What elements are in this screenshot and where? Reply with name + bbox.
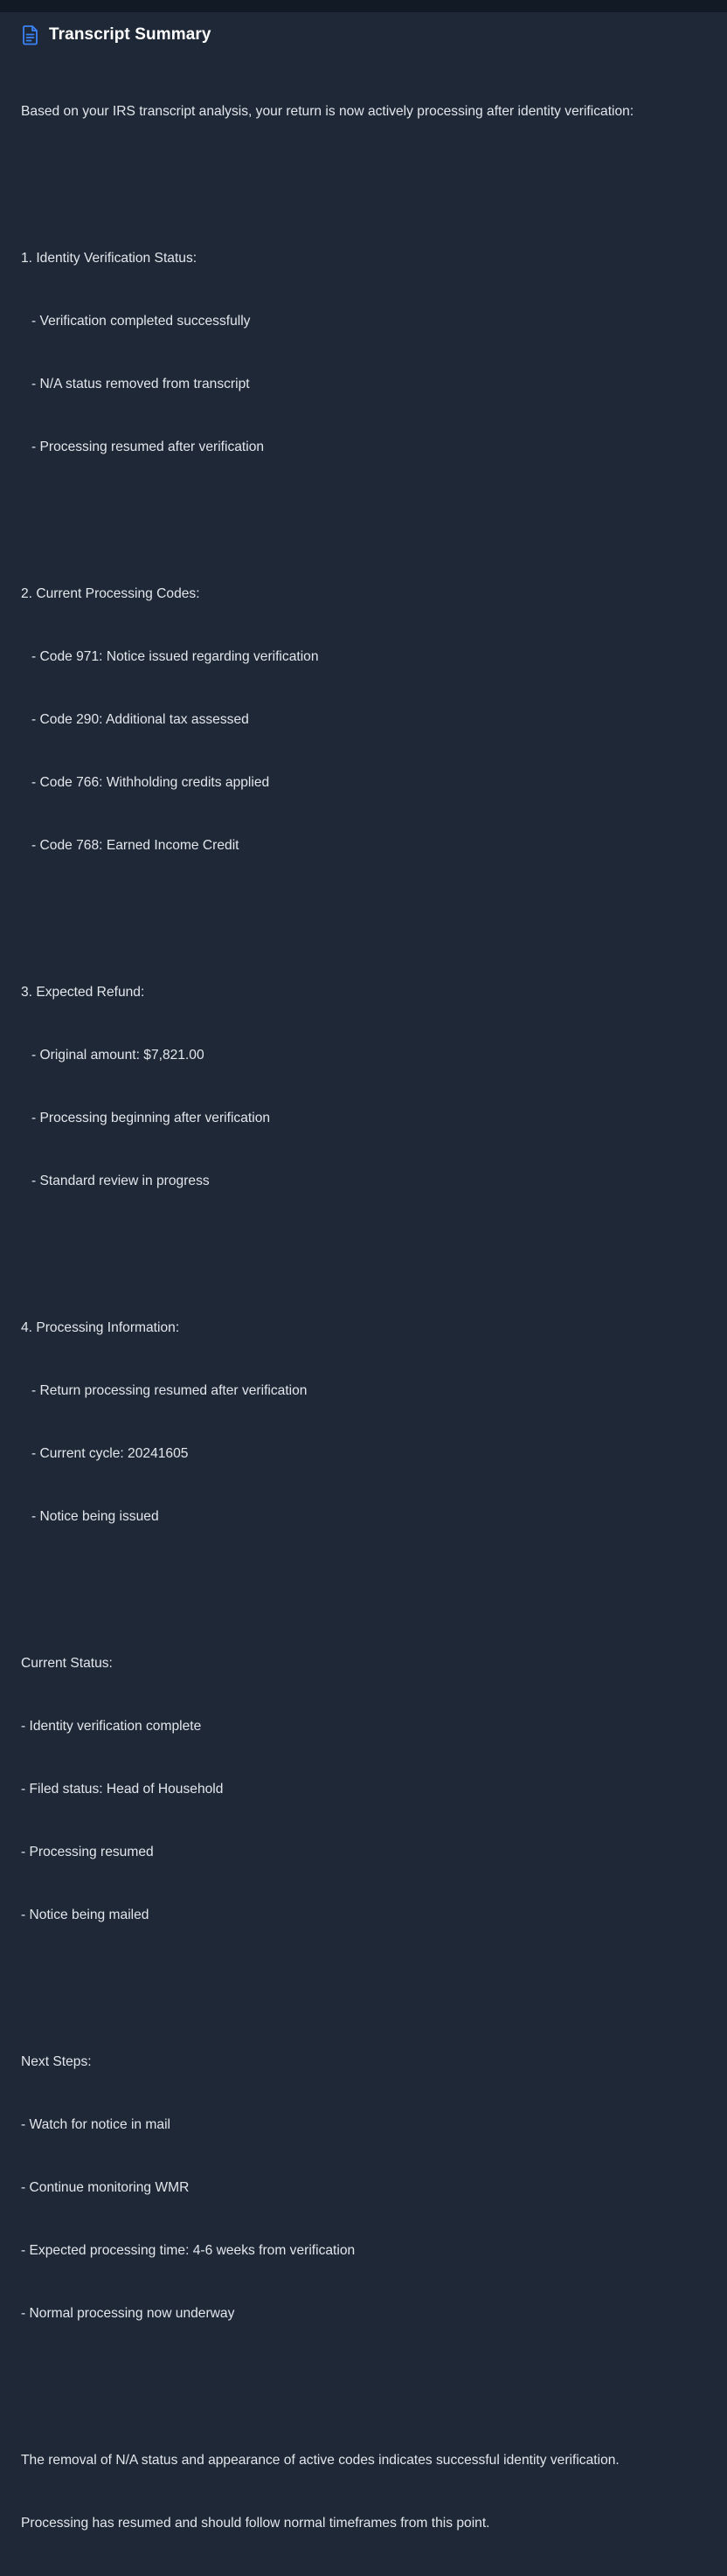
transcript-summary-card — [0, 12, 727, 2531]
list-item: - Return processing resumed after verification — [31, 1383, 308, 1398]
list-item: - Expected processing time: 4-6 weeks from verification — [21, 2243, 356, 2258]
list-item: - Continue monitoring WMR — [21, 2180, 190, 2195]
page-title: Transcript Summary — [49, 25, 211, 44]
list-item: - Original amount: $7,821.00 — [31, 1048, 204, 1063]
spacer — [21, 500, 711, 521]
summary-content — [21, 59, 711, 2576]
list-item: - Notice being issued — [31, 1509, 159, 1524]
top-bar — [0, 0, 727, 12]
section-heading: 4. Processing Information: — [21, 1320, 180, 1335]
list-item: - Code 768: Earned Income Credit — [31, 838, 239, 853]
list-item: - Watch for notice in mail — [21, 2117, 171, 2132]
list-item: - Processing resumed — [21, 1845, 154, 1859]
spacer — [21, 164, 711, 185]
list-item: - Verification completed successfully — [31, 314, 251, 329]
list-item: - N/A status removed from transcript — [31, 377, 250, 391]
list-item: - Code 971: Notice issued regarding verification — [31, 649, 319, 664]
section-heading: 1. Identity Verification Status: — [21, 251, 197, 266]
list-item: - Filed status: Head of Household — [21, 1782, 224, 1797]
list-item: - Code 290: Additional tax assessed — [31, 712, 249, 727]
card-header — [21, 24, 211, 46]
section-heading: Next Steps: — [21, 2054, 92, 2069]
list-item: - Current cycle: 20241605 — [31, 1446, 189, 1461]
list-item: - Normal processing now underway — [21, 2306, 235, 2321]
intro-text: Based on your IRS transcript analysis, your return is now actively processing after identity verification: — [21, 104, 634, 119]
conclusion-text: The removal of N/A status and appearance of active codes indicates successful identity verification. — [21, 2453, 620, 2468]
section-heading: Current Status: — [21, 1656, 113, 1671]
conclusion-text: Processing has resumed and should follow normal timeframes from this point. — [21, 2516, 490, 2531]
list-item: - Processing resumed after verification — [31, 440, 265, 454]
spacer — [21, 1968, 711, 1989]
spacer — [21, 898, 711, 919]
section-heading: 2. Current Processing Codes: — [21, 586, 200, 601]
list-item: - Identity verification complete — [21, 1719, 202, 1734]
spacer — [21, 2366, 711, 2387]
section-heading: 3. Expected Refund: — [21, 985, 145, 1000]
document-icon — [21, 24, 40, 45]
spacer — [21, 1234, 711, 1255]
list-item: - Code 766: Withholding credits applied — [31, 775, 270, 790]
spacer — [21, 1569, 711, 1590]
list-item: - Notice being mailed — [21, 1908, 149, 1922]
list-item: - Standard review in progress — [31, 1174, 210, 1188]
list-item: - Processing beginning after verification — [31, 1111, 271, 1125]
